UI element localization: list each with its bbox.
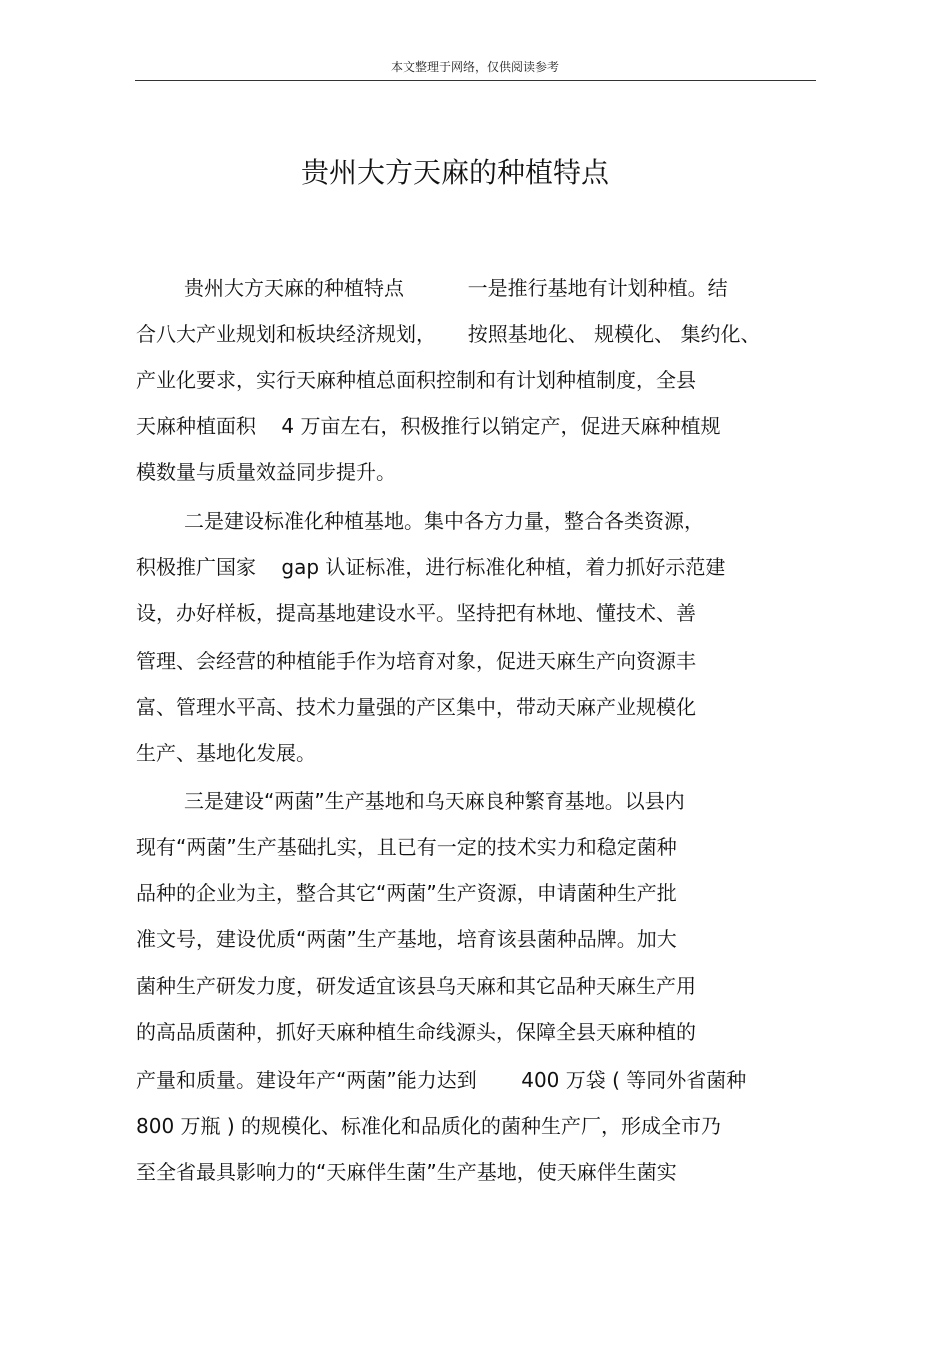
document-title: 贵州大方天麻的种植特点 <box>300 156 609 189</box>
body-line: 生产、基地化发展。 <box>136 741 316 765</box>
header-note: 本文整理于网络，仅供阅读参考 <box>390 60 559 74</box>
body-line: 贵州大方天麻的种植特点 一是推行基地有计划种植。结 <box>184 276 728 300</box>
body-line: 品种的企业为主，整合其它“两菌”生产资源，申请菌种生产批 <box>136 881 677 905</box>
body-line: 现有“两菌”生产基础扎实，且已有一定的技术实力和稳定菌种 <box>136 835 677 859</box>
header-divider <box>135 80 816 81</box>
body-line: 至全省最具影响力的“天麻伴生菌”生产基地，使天麻伴生菌实 <box>136 1160 677 1184</box>
body-line: 管理、会经营的种植能手作为培育对象，促进天麻生产向资源丰 <box>136 649 696 673</box>
body-line: 三是建设“两菌”生产基地和乌天麻良种繁育基地。以县内 <box>184 789 685 813</box>
body-line: 产业化要求，实行天麻种植总面积控制和有计划种植制度，全县 <box>136 368 696 392</box>
body-line: 准文号，建设优质“两菌”生产基地，培育该县菌种品牌。加大 <box>136 927 677 951</box>
body-line: 富、管理水平高、技术力量强的产区集中，带动天麻产业规模化 <box>136 695 696 719</box>
body-line: 二是建设标准化种植基地。集中各方力量，整合各类资源， <box>184 509 704 533</box>
body-line: 模数量与质量效益同步提升。 <box>136 460 396 484</box>
body-line: 产量和质量。建设年产“两菌”能力达到 400 万袋 ( 等同外省菌种 <box>136 1068 747 1092</box>
body-line: 800 万瓶 ) 的规模化、标准化和品质化的菌种生产厂，形成全市乃 <box>136 1114 722 1138</box>
body-line: 的高品质菌种，抓好天麻种植生命线源头，保障全县天麻种植的 <box>136 1020 696 1044</box>
body-line: 设，办好样板，提高基地建设水平。坚持把有林地、懂技术、善 <box>136 601 696 625</box>
body-line: 合八大产业规划和板块经济规划， 按照基地化、 规模化、 集约化、 <box>136 322 761 346</box>
body-line: 天麻种植面积 4 万亩左右，积极推行以销定产，促进天麻种植规 <box>136 414 721 438</box>
body-line: 菌种生产研发力度，研发适宜该县乌天麻和其它品种天麻生产用 <box>136 974 696 998</box>
body-line: 积极推广国家 gap 认证标准，进行标准化种植，着力抓好示范建 <box>136 555 726 579</box>
